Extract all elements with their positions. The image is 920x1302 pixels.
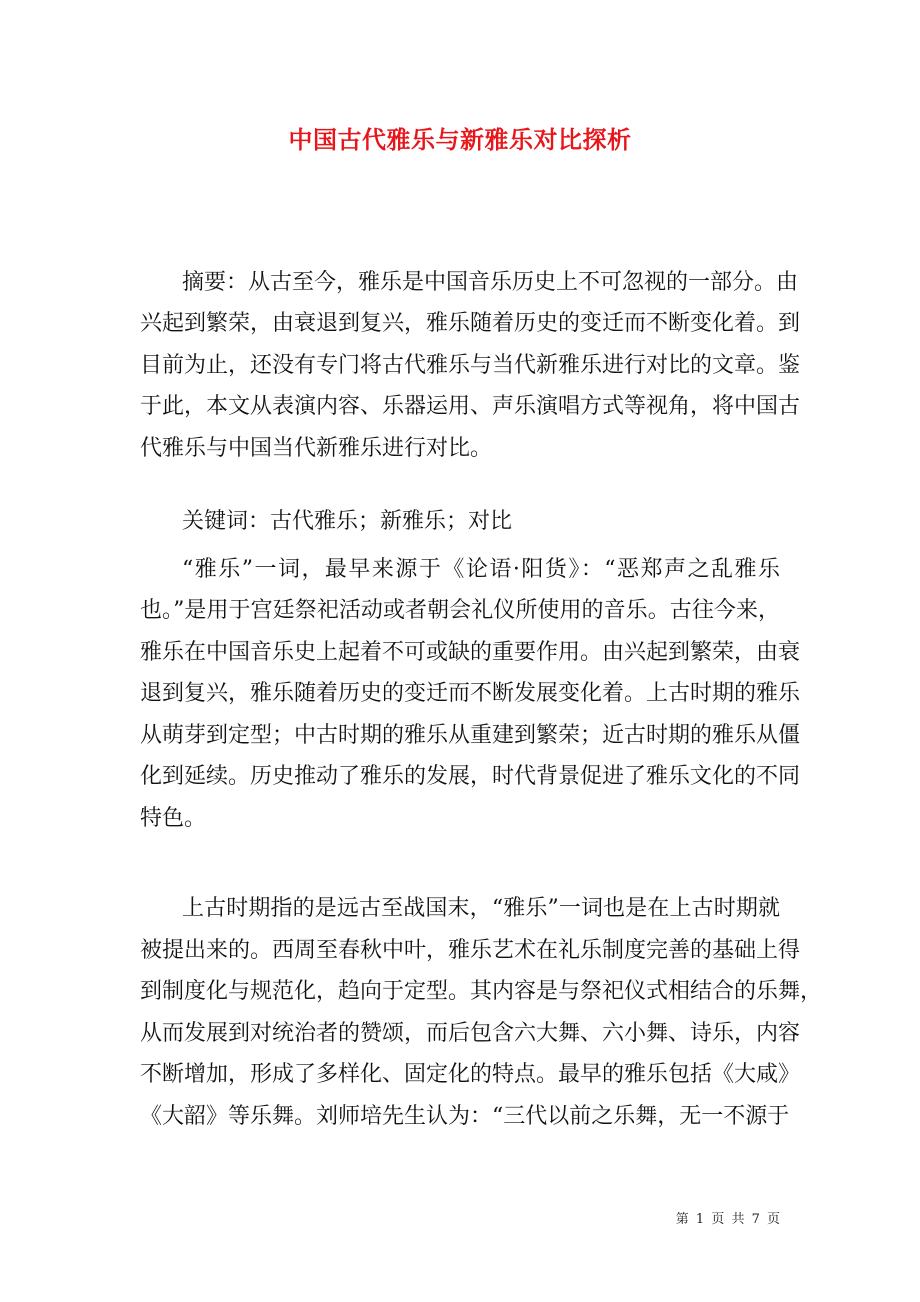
document-title: 中国古代雅乐与新雅乐对比探析 xyxy=(288,125,632,154)
paragraph-line: 不断增加，形成了多样化、固定化的特点。最早的雅乐包括《大咸》 xyxy=(140,1062,801,1087)
paragraph-line: 特色。 xyxy=(140,806,207,831)
paragraph-line: “雅乐”一词，最早来源于《论语·阳货》：“恶郑声之乱雅乐 xyxy=(182,557,780,582)
paragraph-line: 上古时期指的是远古至战国末，“雅乐”一词也是在上古时期就 xyxy=(182,896,780,921)
page-number: 第 1 页 共 7 页 xyxy=(675,1212,780,1227)
paragraph-line: 被提出来的。西周至春秋中叶，雅乐艺术在礼乐制度完善的基础上得 xyxy=(140,938,801,963)
abstract-line: 代雅乐与中国当代新雅乐进行对比。 xyxy=(140,436,493,461)
paragraph-line: 《大韶》等乐舞。刘师培先生认为：“三代以前之乐舞，无一不源于 xyxy=(140,1104,790,1129)
paragraph-line: 从而发展到对统治者的赞颂，而后包含六大舞、六小舞、诗乐，内容 xyxy=(140,1021,801,1046)
abstract-line: 兴起到繁荣，由衰退到复兴，雅乐随着历史的变迁而不断变化着。到 xyxy=(140,311,801,336)
keywords: 关键词：古代雅乐；新雅乐；对比 xyxy=(182,509,513,534)
paragraph-line: 退到复兴，雅乐随着历史的变迁而不断发展变化着。上古时期的雅乐 xyxy=(140,681,801,706)
paragraph-line: 从萌芽到定型；中古时期的雅乐从重建到繁荣；近古时期的雅乐从僵 xyxy=(140,723,801,748)
abstract-line: 目前为止，还没有专门将古代雅乐与当代新雅乐进行对比的文章。鉴 xyxy=(140,353,801,378)
abstract-line: 于此，本文从表演内容、乐器运用、声乐演唱方式等视角，将中国古 xyxy=(140,394,801,419)
paragraph-line: 也。”是用于宫廷祭祀活动或者朝会礼仪所使用的音乐。古往今来， xyxy=(140,598,780,623)
paragraph-line: 到制度化与规范化，趋向于定型。其内容是与祭祀仪式相结合的乐舞， xyxy=(140,979,823,1004)
abstract-line: 摘要：从古至今，雅乐是中国音乐历史上不可忽视的一部分。由 xyxy=(182,270,799,295)
paragraph-line: 雅乐在中国音乐史上起着不可或缺的重要作用。由兴起到繁荣，由衰 xyxy=(140,640,801,665)
paragraph-line: 化到延续。历史推动了雅乐的发展，时代背景促进了雅乐文化的不同 xyxy=(140,764,801,789)
